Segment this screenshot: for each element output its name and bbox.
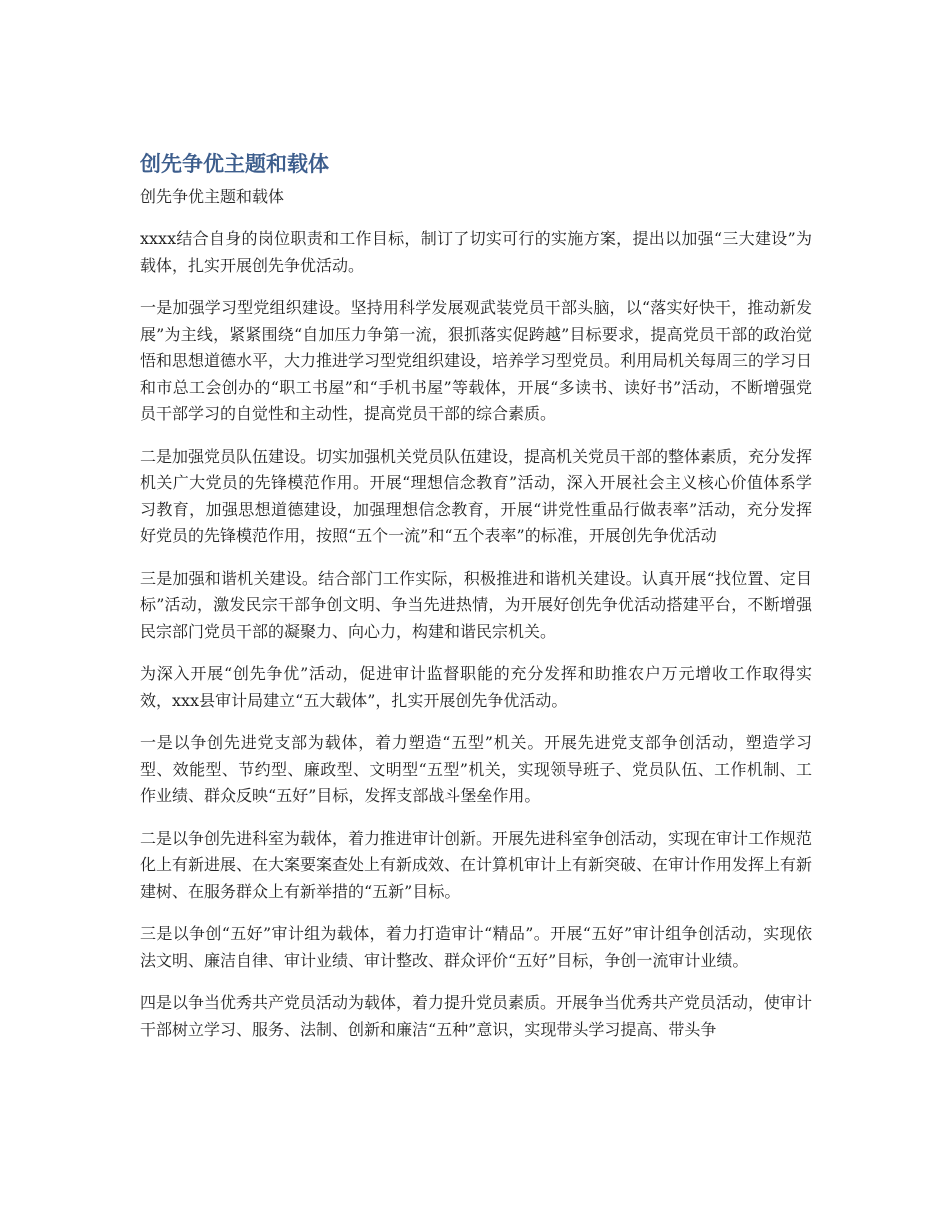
paragraph-6: 一是以争创先进党支部为载体，着力塑造“五型”机关。开展先进党支部争创活动，塑造学习型、效能型、节约型、廉政型、文明型“五型”机关，实现领导班子、党员队伍、工作机制、工作业绩、群众反映“五好”目标，发挥支部战斗堡垒作用。	[140, 733, 812, 805]
document-subtitle: 创先争优主题和载体	[140, 187, 285, 206]
paragraph-1: xxxx结合自身的岗位职责和工作目标，制订了切实可行的实施方案，提出以加强“三大建设”为载体，扎实开展创先争优活动。	[140, 229, 812, 275]
document-title: 创先争优主题和载体	[140, 152, 329, 176]
paragraph-2: 一是加强学习型党组织建设。坚持用科学发展观武装党员干部头脑，以“落实好快干，推动新发展”为主线，紧紧围绕“自加压力争第一流，狠抓落实促跨越”目标要求，提高党员干部的政治觉悟和思想道德水平，大力推进学习型党组织建设，培养学习型党员。利用局机关每周三的学习日和市总工会创办的“职工书屋”和“手机书屋”等载体，开展“多读书、读好书”活动，不断增强党员干部学习的自觉性和主动性，提高党员干部的综合素质。	[140, 298, 813, 423]
paragraph-7: 二是以争创先进科室为载体，着力推进审计创新。开展先进科室争创活动，实现在审计工作规范化上有新进展、在大案要案查处上有新成效、在计算机审计上有新突破、在审计作用发挥上有新建树、在服务群众上有新举措的“五新”目标。	[140, 828, 813, 901]
paragraph-4: 三是加强和谐机关建设。结合部门工作实际，积极推进和谐机关建设。认真开展“找位置、定目标”活动，激发民宗干部争创文明、争当先进热情，为开展好创先争优活动搭建平台，不断增强民宗部门党员干部的凝聚力、向心力，构建和谐民宗机关。	[140, 568, 812, 641]
paragraph-8: 三是以争创“五好”审计组为载体，着力打造审计“精品”。开展“五好”审计组争创活动，实现依法文明、廉洁自律、审计业绩、审计整改、群众评价“五好”目标，争创一流审计业绩。	[140, 924, 812, 970]
paragraph-9: 四是以争当优秀共产党员活动为载体，着力提升党员素质。开展争当优秀共产党员活动，使审计干部树立学习、服务、法制、创新和廉洁“五种”意识，实现带头学习提高、带头争	[140, 993, 813, 1039]
paragraph-3: 二是加强党员队伍建设。切实加强机关党员队伍建设，提高机关党员干部的整体素质，充分发挥机关广大党员的先锋模范作用。开展“理想信念教育”活动，深入开展社会主义核心价值体系学习教育，加强思想道德建设，加强理想信念教育，开展“讲党性重品行做表率”活动，充分发挥好党员的先锋模范作用，按照“五个一流”和“五个表率”的标准，开展创先争优活动	[140, 446, 813, 545]
document-page	[140, 148, 812, 1059]
paragraph-5: 为深入开展“创先争优”活动，促进审计监督职能的充分发挥和助推农户万元增收工作取得实效，xxx县审计局建立“五大载体”，扎实开展创先争优活动。	[140, 664, 812, 710]
